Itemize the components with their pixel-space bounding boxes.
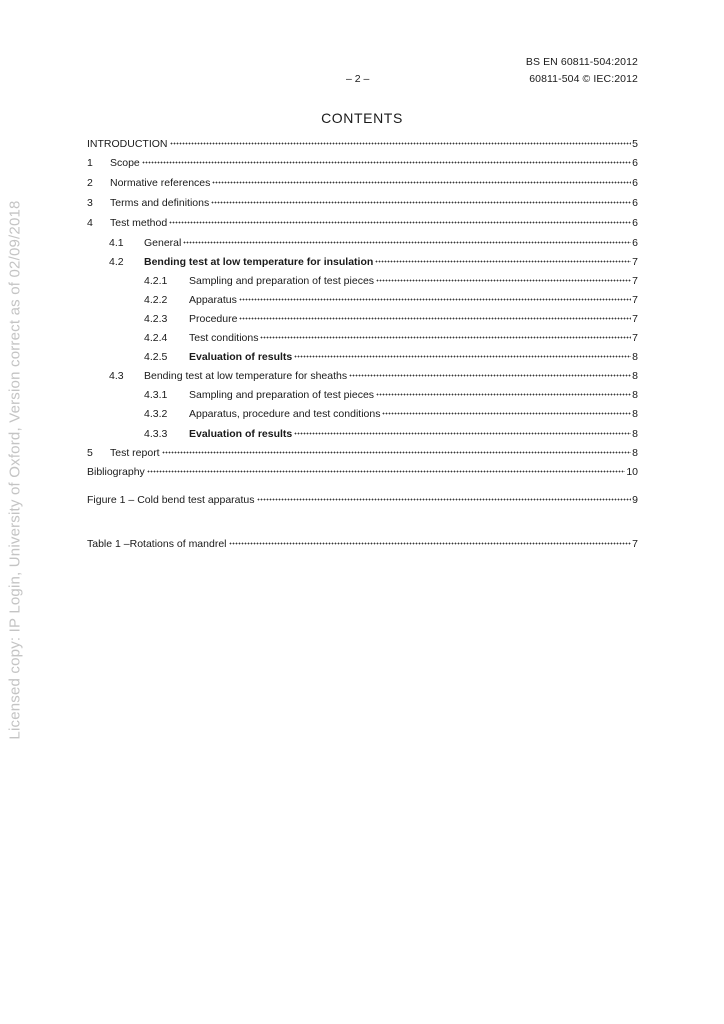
dot-leader (260, 325, 631, 341)
toc-entry-number: 4 (87, 217, 93, 229)
toc-entry[interactable] (87, 363, 638, 382)
toc-entry-number: 4.2 (109, 256, 124, 268)
toc-entry-page: 7 (632, 256, 638, 268)
toc-entry-number: 4.2.1 (144, 275, 168, 287)
toc-entry-number: 3 (87, 197, 93, 209)
table-list-entry[interactable] (87, 531, 638, 550)
toc-entry-number: 4.2.2 (144, 294, 168, 306)
toc-entry-page: 7 (632, 332, 638, 344)
dot-leader (294, 421, 631, 437)
toc-entry[interactable] (87, 344, 638, 363)
dot-leader (375, 249, 631, 265)
toc-entry-title: Terms and definitions (110, 197, 210, 209)
toc-entry-number: 4.3.1 (144, 389, 168, 401)
dot-leader (294, 344, 631, 360)
toc-entry[interactable] (87, 268, 638, 287)
toc-entry[interactable] (87, 306, 638, 325)
contents-title: CONTENTS (321, 110, 403, 126)
dot-leader (170, 131, 632, 147)
dot-leader (229, 531, 632, 547)
toc-entry-page: 7 (632, 294, 638, 306)
toc-entry[interactable] (87, 382, 638, 401)
toc-entry-title: General (144, 237, 182, 249)
toc-entry-number: 2 (87, 177, 93, 189)
toc-entry-page: 8 (632, 389, 638, 401)
standard-designation: BS EN 60811-504:2012 (525, 56, 638, 68)
dot-leader (376, 382, 631, 398)
toc-entry-title: Test method (110, 217, 168, 229)
toc-entry-title: Normative references (110, 177, 211, 189)
toc-entry-title: Procedure (189, 313, 238, 325)
toc-entry[interactable] (87, 459, 638, 478)
toc-entry-number: 4.3.3 (144, 428, 168, 440)
dot-leader (212, 170, 631, 186)
toc-entry-page: 6 (632, 157, 638, 169)
toc-entry-title: Sampling and preparation of test pieces (189, 389, 375, 401)
toc-entry-page: 7 (632, 313, 638, 325)
toc-entry-number: 4.1 (109, 237, 124, 249)
toc-entry-title: Test report (110, 447, 160, 459)
toc-entry-page: 8 (632, 428, 638, 440)
figure-list-entry[interactable] (87, 487, 638, 506)
dot-leader (162, 440, 632, 456)
toc-entry[interactable] (87, 440, 638, 459)
toc-entry-number: 4.2.3 (144, 313, 168, 325)
toc-entry[interactable] (87, 401, 638, 420)
toc-entry[interactable] (87, 210, 638, 229)
toc-entry-title: Bibliography (87, 466, 145, 478)
toc-entry[interactable] (87, 150, 638, 169)
dot-leader (147, 459, 626, 475)
toc-entry-number: 4.2.5 (144, 351, 168, 363)
toc-entry-number: 1 (87, 157, 93, 169)
toc-entry[interactable] (87, 190, 638, 209)
toc-entry[interactable] (87, 131, 638, 150)
toc-entry[interactable] (87, 170, 638, 189)
iec-designation: 60811-504 © IEC:2012 (529, 73, 638, 85)
toc-entry-title: Apparatus (189, 294, 237, 306)
toc-entry-page: 6 (632, 217, 638, 229)
toc-entry-title: Apparatus, procedure and test conditions (189, 408, 381, 420)
toc-entry-title: INTRODUCTION (87, 138, 168, 150)
toc-entry-page: 10 (626, 466, 638, 478)
toc-entry-page: 7 (632, 275, 638, 287)
toc-entry-number: 4.2.4 (144, 332, 168, 344)
toc-entry-title: Evaluation of results (189, 428, 293, 440)
toc-entry-page: 6 (632, 177, 638, 189)
toc-entry[interactable] (87, 325, 638, 344)
dot-leader (239, 306, 631, 322)
toc-entry-page: 8 (632, 447, 638, 459)
toc-entry-page: 7 (632, 538, 638, 550)
toc-entry-page: 8 (632, 351, 638, 363)
license-watermark: Licensed copy: IP Login, University of Oxford, Version correct as of 02/09/2018 (6, 200, 24, 740)
toc-entry-title: Bending test at low temperature for insulation (144, 256, 374, 268)
dot-leader (169, 210, 631, 226)
dot-leader (211, 190, 631, 206)
dot-leader (183, 230, 631, 246)
toc-entry-title: Bending test at low temperature for sheaths (144, 370, 348, 382)
toc-entry-page: 5 (632, 138, 638, 150)
dot-leader (349, 363, 631, 379)
dot-leader (376, 268, 631, 284)
toc-entry-number: 5 (87, 447, 93, 459)
toc-entry-page: 8 (632, 408, 638, 420)
toc-entry-title: Sampling and preparation of test pieces (189, 275, 375, 287)
toc-entry-title: Scope (110, 157, 140, 169)
toc-entry-number: 4.3 (109, 370, 124, 382)
dot-leader (239, 287, 631, 303)
dot-leader (257, 487, 632, 503)
toc-entry-title: Figure 1 – Cold bend test apparatus (87, 494, 255, 506)
toc-entry[interactable] (87, 249, 638, 268)
toc-entry[interactable] (87, 230, 638, 249)
toc-entry[interactable] (87, 287, 638, 306)
toc-entry-page: 8 (632, 370, 638, 382)
dot-leader (382, 401, 631, 417)
toc-entry-number: 4.3.2 (144, 408, 168, 420)
toc-entry-title: Evaluation of results (189, 351, 293, 363)
dot-leader (142, 150, 631, 166)
page-number: – 2 – (346, 73, 370, 85)
toc-entry-page: 6 (632, 197, 638, 209)
toc-entry-page: 6 (632, 237, 638, 249)
toc-entry-title: Table 1 –Rotations of mandrel (87, 538, 227, 550)
toc-entry[interactable] (87, 421, 638, 440)
toc-entry-title: Test conditions (189, 332, 259, 344)
toc-entry-page: 9 (632, 494, 638, 506)
